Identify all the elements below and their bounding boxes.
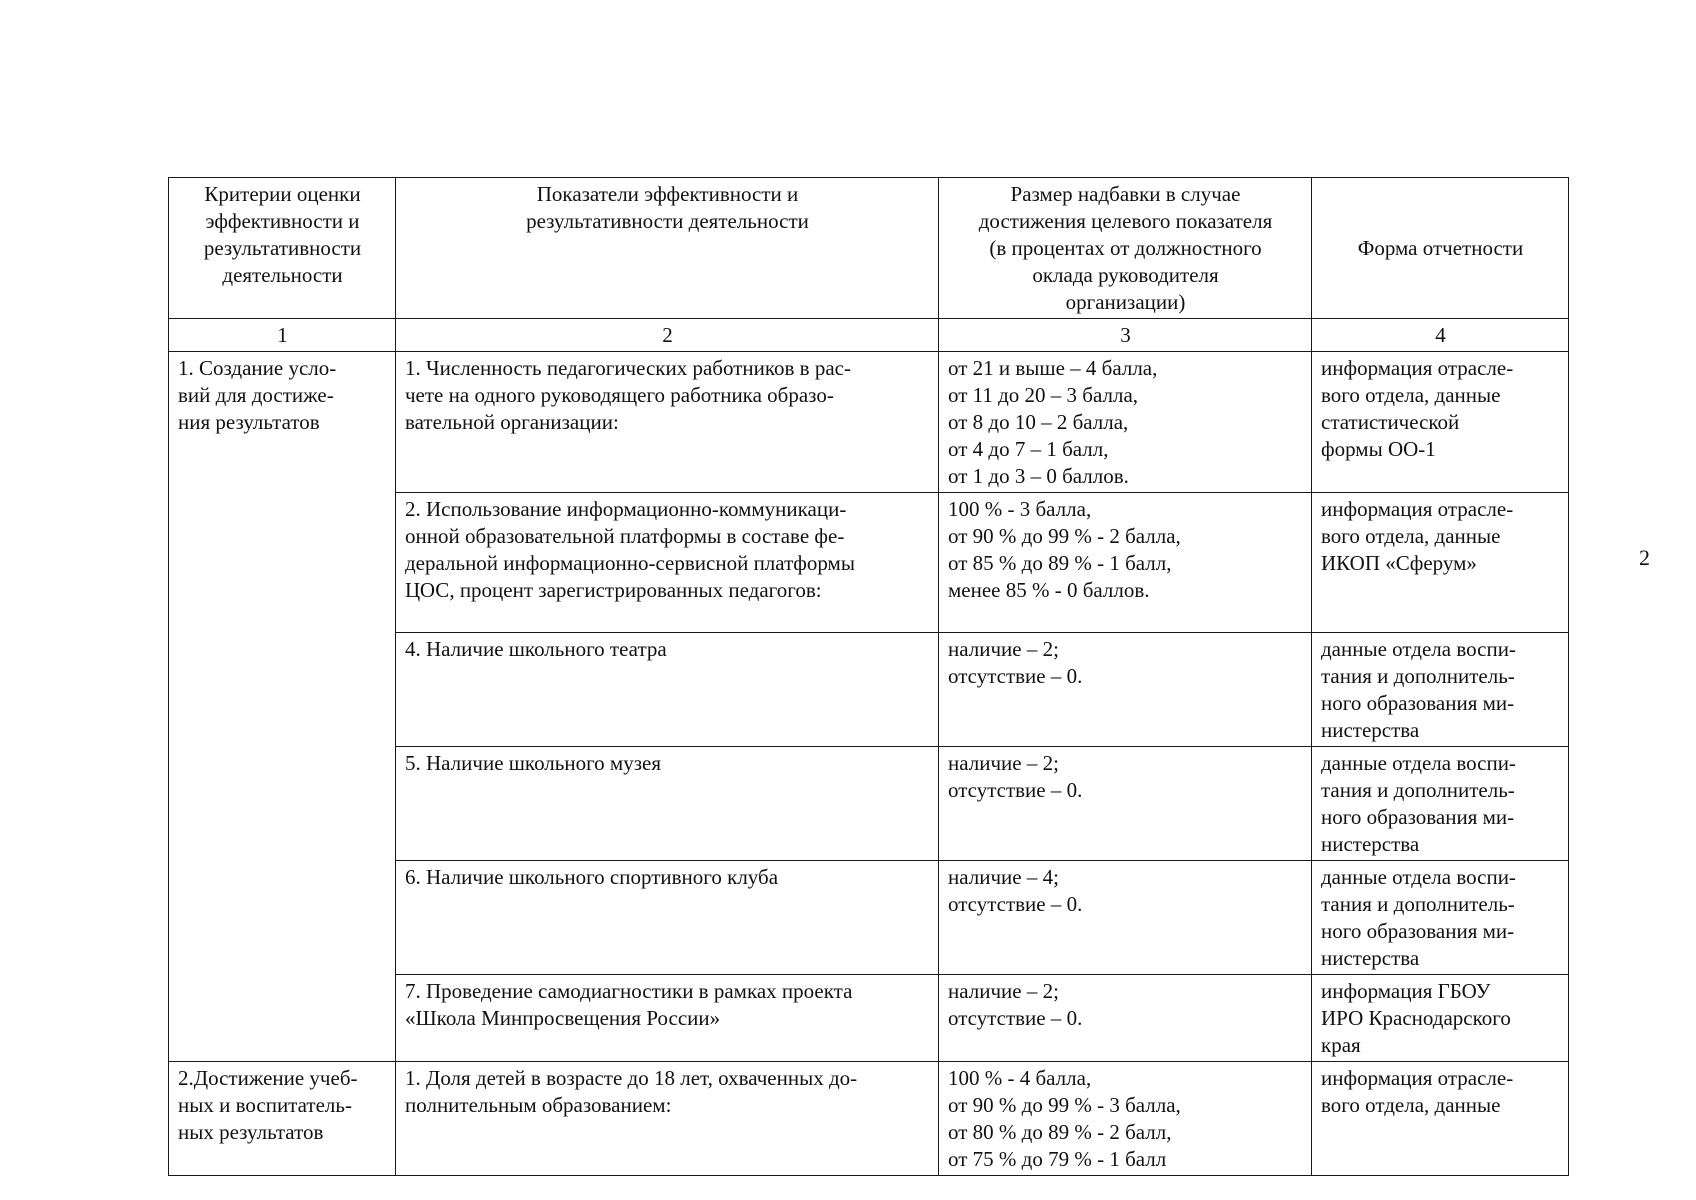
header-criteria xyxy=(169,178,396,319)
indicator-cell xyxy=(396,975,939,1062)
score-line: от 1 до 3 – 0 баллов. xyxy=(948,464,1129,488)
score-line: наличие – 2; xyxy=(948,751,1059,775)
report-line: ИРО Краснодарского xyxy=(1321,1006,1511,1030)
criterion-cell xyxy=(169,352,396,1062)
score-cell xyxy=(939,747,1312,861)
indicator-cell xyxy=(396,1062,939,1176)
report-line: информация ГБОУ xyxy=(1321,979,1491,1003)
score-line: от 85 % до 89 % - 1 балл, xyxy=(948,551,1172,575)
criteria-table xyxy=(168,177,1569,1176)
column-number: 1 xyxy=(169,319,396,352)
report-line: вого отдела, данные xyxy=(1321,524,1501,548)
report-line: тания и дополнитель- xyxy=(1321,778,1515,802)
report-line: нистерства xyxy=(1321,718,1420,742)
report-line: формы ОО-1 xyxy=(1321,437,1436,461)
score-cell xyxy=(939,633,1312,747)
indicator-line: 2. Использование информационно-коммуникаци- xyxy=(405,497,847,521)
score-line: наличие – 2; xyxy=(948,979,1059,1003)
indicator-line: «Школа Минпросвещения России» xyxy=(405,1006,721,1030)
table-row xyxy=(169,1062,1569,1176)
column-number: 3 xyxy=(939,319,1312,352)
indicator-cell xyxy=(396,633,939,747)
indicator-line: вательной организации: xyxy=(405,410,619,434)
score-line: отсутствие – 0. xyxy=(948,892,1083,916)
score-line: отсутствие – 0. xyxy=(948,778,1083,802)
indicator-line: 4. Наличие школьного театра xyxy=(405,637,667,661)
indicator-line: 1. Численность педагогических работников в рас- xyxy=(405,356,851,380)
score-cell xyxy=(939,493,1312,633)
column-number: 4 xyxy=(1312,319,1569,352)
report-cell xyxy=(1312,1062,1569,1176)
header-line: оклада руководителя xyxy=(1032,263,1219,287)
header-indicators xyxy=(396,178,939,319)
indicator-line: полнительным образованием: xyxy=(405,1093,672,1117)
score-line: от 11 до 20 – 3 балла, xyxy=(948,383,1139,407)
report-line: ного образования ми- xyxy=(1321,691,1515,715)
score-line: менее 85 % - 0 баллов. xyxy=(948,578,1150,602)
report-cell xyxy=(1312,861,1569,975)
score-line: 100 % - 3 балла, xyxy=(948,497,1092,521)
header-bonus-size xyxy=(939,178,1312,319)
report-line: данные отдела воспи- xyxy=(1321,637,1516,661)
score-cell xyxy=(939,975,1312,1062)
table-row xyxy=(169,352,1569,493)
criterion-line: 2.Достижение учеб- xyxy=(178,1066,358,1090)
score-cell xyxy=(939,352,1312,493)
report-line: тания и дополнитель- xyxy=(1321,892,1515,916)
report-line: данные отдела воспи- xyxy=(1321,751,1516,775)
report-cell xyxy=(1312,747,1569,861)
indicator-cell xyxy=(396,861,939,975)
report-line: края xyxy=(1321,1033,1361,1057)
report-line: информация отрасле- xyxy=(1321,497,1514,521)
report-line: ИКОП «Сферум» xyxy=(1321,551,1477,575)
score-line: от 90 % до 99 % - 3 балла, xyxy=(948,1093,1181,1117)
report-cell xyxy=(1312,352,1569,493)
indicator-cell xyxy=(396,747,939,861)
indicator-line: 7. Проведение самодиагностики в рамках проекта xyxy=(405,979,853,1003)
score-line: от 21 и выше – 4 балла, xyxy=(948,356,1158,380)
report-line: информация отрасле- xyxy=(1321,1066,1514,1090)
score-line: наличие – 2; xyxy=(948,637,1059,661)
criterion-line: ных результатов xyxy=(178,1120,324,1144)
report-line: ного образования ми- xyxy=(1321,805,1515,829)
header-line: Размер надбавки в случае xyxy=(1010,182,1241,206)
indicator-line: 6. Наличие школьного спортивного клуба xyxy=(405,865,779,889)
score-cell xyxy=(939,1062,1312,1176)
score-line: отсутствие – 0. xyxy=(948,664,1083,688)
report-line: ного образования ми- xyxy=(1321,919,1515,943)
criterion-line: ных и воспитатель- xyxy=(178,1093,352,1117)
criterion-line: ния результатов xyxy=(178,410,320,434)
score-line: от 75 % до 79 % - 1 балл xyxy=(948,1147,1167,1171)
score-cell xyxy=(939,861,1312,975)
header-report-form xyxy=(1312,178,1569,319)
report-line: вого отдела, данные xyxy=(1321,1093,1501,1117)
header-row xyxy=(169,178,1569,319)
header-line: организации) xyxy=(1065,290,1186,314)
report-line: вого отдела, данные xyxy=(1321,383,1501,407)
indicator-line: чете на одного руководящего работника образо- xyxy=(405,383,834,407)
score-line: от 80 % до 89 % - 2 балл, xyxy=(948,1120,1172,1144)
score-line: от 8 до 10 – 2 балла, xyxy=(948,410,1129,434)
header-line: эффективности и xyxy=(205,209,360,233)
header-line: Показатели эффективности и xyxy=(536,182,799,206)
report-line: информация отрасле- xyxy=(1321,356,1514,380)
report-cell xyxy=(1312,493,1569,633)
report-line: нистерства xyxy=(1321,832,1420,856)
score-line: от 90 % до 99 % - 2 балла, xyxy=(948,524,1181,548)
report-line: статистической xyxy=(1321,410,1460,434)
score-line: от 4 до 7 – 1 балл, xyxy=(948,437,1109,461)
header-line: результативности деятельности xyxy=(526,209,809,233)
indicator-line: 1. Доля детей в возрасте до 18 лет, охваченных до- xyxy=(405,1066,858,1090)
header-line: достижения целевого показателя xyxy=(978,209,1273,233)
column-number: 2 xyxy=(396,319,939,352)
indicator-line: ЦОС, процент зарегистрированных педагогов: xyxy=(405,578,822,602)
header-line: результативности xyxy=(203,236,362,260)
indicator-cell xyxy=(396,493,939,633)
score-line: отсутствие – 0. xyxy=(948,1006,1083,1030)
report-line: тания и дополнитель- xyxy=(1321,664,1515,688)
score-line: наличие – 4; xyxy=(948,865,1059,889)
indicator-cell xyxy=(396,352,939,493)
criterion-line: 1. Создание усло- xyxy=(178,356,337,380)
criterion-cell xyxy=(169,1062,396,1176)
criterion-line: вий для достиже- xyxy=(178,383,334,407)
indicator-line: деральной информационно-сервисной платформы xyxy=(405,551,855,575)
indicator-line: онной образовательной платформы в составе фе- xyxy=(405,524,845,548)
indicator-line: 5. Наличие школьного музея xyxy=(405,751,661,775)
report-line: нистерства xyxy=(1321,946,1420,970)
header-line: Форма отчетности xyxy=(1357,236,1524,260)
report-cell xyxy=(1312,633,1569,747)
column-number-row xyxy=(169,319,1569,352)
header-line: деятельности xyxy=(222,263,343,287)
page-number: 2 xyxy=(1639,545,1650,570)
score-line: 100 % - 4 балла, xyxy=(948,1066,1092,1090)
report-line: данные отдела воспи- xyxy=(1321,865,1516,889)
report-cell xyxy=(1312,975,1569,1062)
header-line: Критерии оценки xyxy=(204,182,361,206)
header-line: (в процентах от должностного xyxy=(989,236,1262,260)
